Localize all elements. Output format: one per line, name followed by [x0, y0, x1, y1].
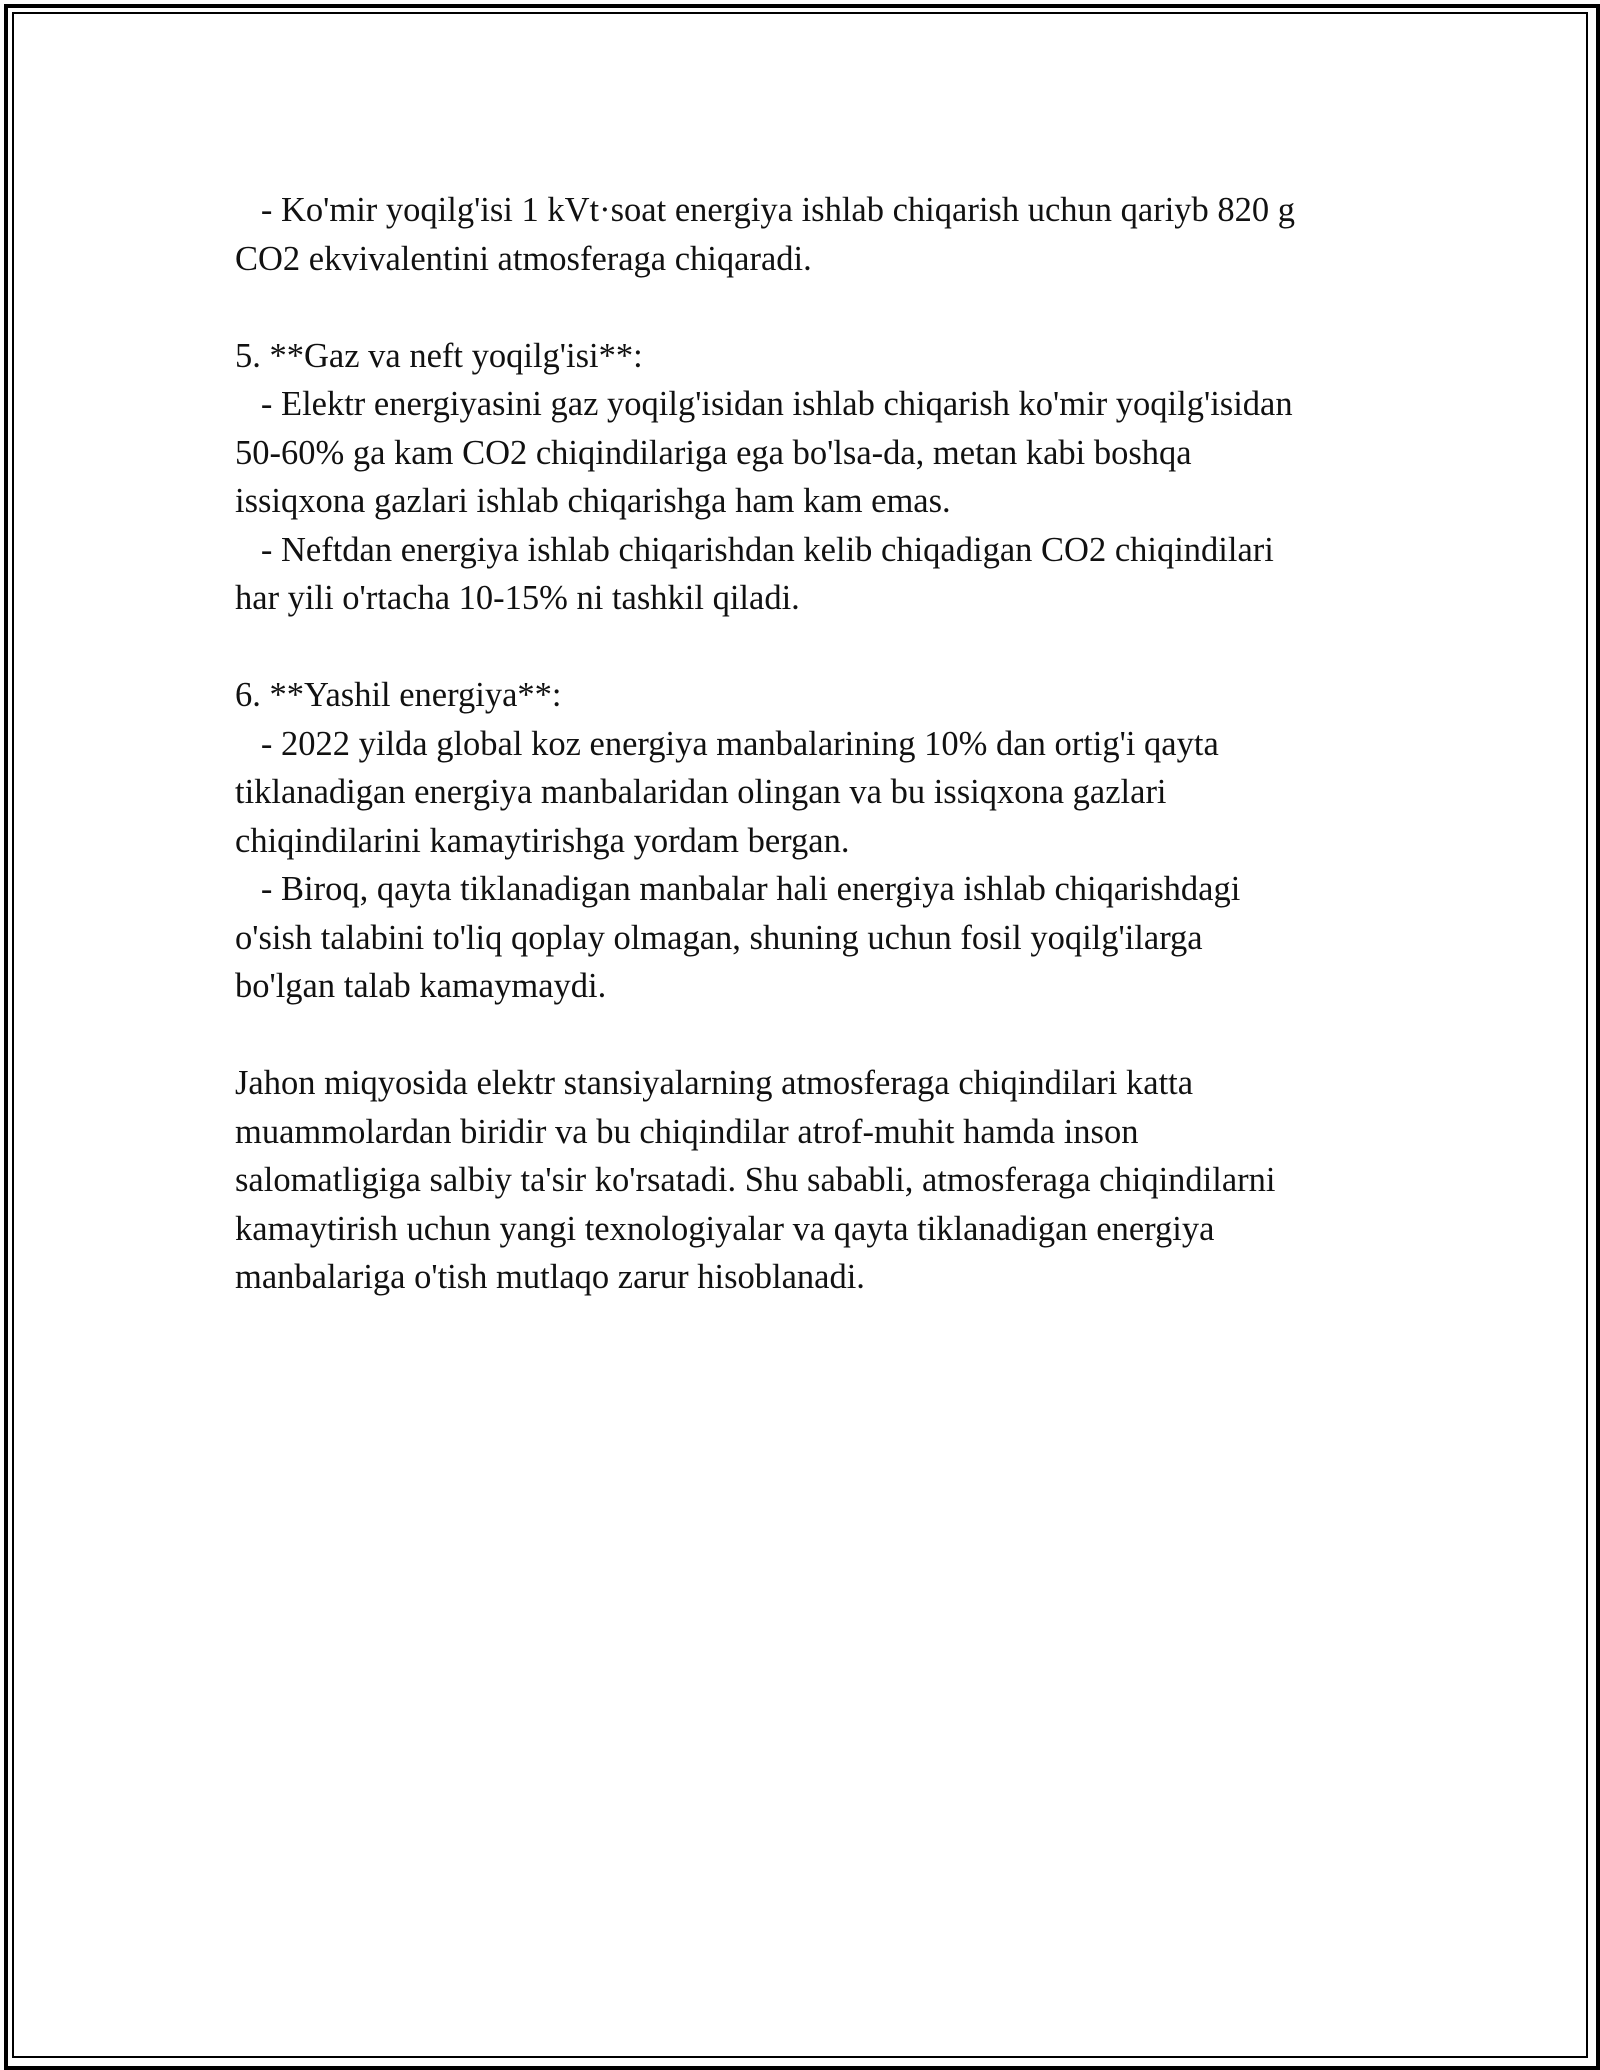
paragraph-gap [235, 283, 1415, 332]
document-body [235, 186, 1415, 1302]
text-line: har yili o'rtacha 10-15% ni tashkil qiladi. [235, 579, 800, 617]
text-line: Jahon miqyosida elektr stansiyalarning atmosferaga chiqindilari katta [235, 1064, 1194, 1102]
text-line: - Neftdan energiya ishlab chiqarishdan kelib chiqadigan CO2 chiqindilari [235, 530, 1274, 569]
section-heading: 5. **Gaz va neft yoqilg'isi**: [235, 336, 643, 375]
text-line: tiklanadigan energiya manbalaridan olingan va bu issiqxona gazlari [235, 773, 1167, 811]
paragraph-gap [235, 1011, 1415, 1060]
text-line: chiqindilarini kamaytirishga yordam bergan. [235, 821, 850, 860]
text-line: salomatligiga salbiy ta'sir ko'rsatadi. Shu sababli, atmosferaga chiqindilarni [235, 1161, 1276, 1199]
text-line: issiqxona gazlari ishlab chiqarishga ham kam emas. [235, 482, 951, 520]
text-line: kamaytirish uchun yangi texnologiyalar va qayta tiklanadigan energiya [235, 1209, 1215, 1248]
text-line: - Biroq, qayta tiklanadigan manbalar hali energiya ishlab chiqarishdagi [235, 870, 1241, 908]
text-line: muammolardan biridir va bu chiqindilar atrof-muhit hamda inson [235, 1112, 1139, 1151]
text-line: - Ko'mir yoqilg'isi 1 kVt·soat energiya ishlab chiqarish uchun qariyb 820 g [235, 191, 1296, 229]
section-heading: 6. **Yashil energiya**: [235, 676, 562, 714]
text-line: bo'lgan talab kamaymaydi. [235, 967, 607, 1005]
paragraph-gap [235, 623, 1415, 672]
text-line: - 2022 yilda global koz energiya manbalarining 10% dan ortig'i qayta [235, 724, 1219, 763]
text-line: 50-60% ga kam CO2 chiqindilariga ega bo'lsa-da, metan kabi boshqa [235, 433, 1192, 472]
text-line: manbalariga o'tish mutlaqo zarur hisoblanadi. [235, 1258, 865, 1296]
text-line: o'sish talabini to'liq qoplay olmagan, shuning uchun fosil yoqilg'ilarga [235, 918, 1203, 957]
text-line: - Elektr energiyasini gaz yoqilg'isidan ishlab chiqarish ko'mir yoqilg'isidan [235, 385, 1293, 423]
text-line: CO2 ekvivalentini atmosferaga chiqaradi. [235, 239, 812, 278]
